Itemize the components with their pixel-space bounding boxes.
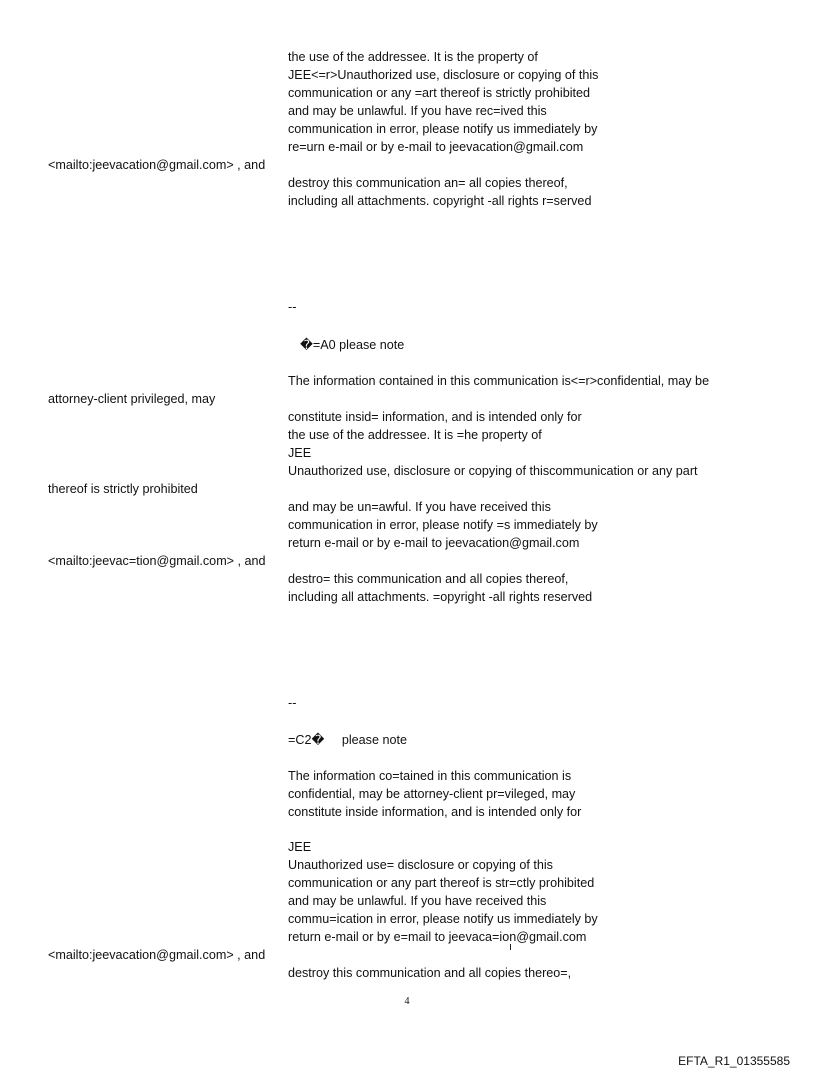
mailto-text: <mailto:jeevac=tion@gmail.com> , and xyxy=(48,554,266,568)
text-line: return e-mail or by e=mail to jeevaca=ion@gmail.com xyxy=(288,930,587,944)
text-line: including all attachments. copyright -all rights r=served xyxy=(288,194,592,208)
text-line: The information co=tained in this communication is xyxy=(288,769,572,783)
text-line: destro= this communication and all copies thereof, xyxy=(288,572,569,586)
separator-text: -- xyxy=(288,696,297,710)
footer-id: EFTA_R1_01355585 xyxy=(678,1054,790,1068)
stray-mark xyxy=(510,944,511,950)
text-line: and may be unlawful. If you have rec=ived this xyxy=(288,104,547,118)
separator-text: -- xyxy=(288,300,297,314)
text-line: JEE xyxy=(288,446,312,460)
text-line: return e-mail or by e-mail to jeevacation@gmail.com xyxy=(288,536,580,550)
text-line: Unauthorized use, disclosure or copying of thiscommunication or any part xyxy=(288,464,698,478)
text-line: constitute inside information, and is intended only for xyxy=(288,805,582,819)
text-line: The information contained in this communication is<=r>confidential, may be xyxy=(288,374,710,388)
mailto-text: <mailto:jeevacation@gmail.com> , and xyxy=(48,158,266,172)
text-line: communication in error, please notify =s immediately by xyxy=(288,518,598,532)
text-line: constitute insid= information, and is intended only for xyxy=(288,410,582,424)
text-line: destroy this communication an= all copies thereof, xyxy=(288,176,568,190)
text-line: the use of the addressee. It is =he property of xyxy=(288,428,542,442)
please-note-text: �=A0 please note xyxy=(300,338,405,352)
side-text: thereof is strictly prohibited xyxy=(48,482,198,496)
text-line: the use of the addressee. It is the property of xyxy=(288,50,538,64)
text-line: JEE xyxy=(288,840,312,854)
text-line: commu=ication in error, please notify us immediately by xyxy=(288,912,598,926)
text-line: communication or any part thereof is str=ctly prohibited xyxy=(288,876,595,890)
text-line: and may be unlawful. If you have received this xyxy=(288,894,547,908)
please-note-text: =C2� please note xyxy=(288,733,407,747)
mailto-text: <mailto:jeevacation@gmail.com> , and xyxy=(48,948,266,962)
text-line: communication in error, please notify us immediately by xyxy=(288,122,598,136)
text-line: confidential, may be attorney-client pr=vileged, may xyxy=(288,787,576,801)
side-text: attorney-client privileged, may xyxy=(48,392,216,406)
text-line: re=urn e-mail or by e-mail to jeevacation@gmail.com xyxy=(288,140,584,154)
text-line: destroy this communication and all copies thereo=, xyxy=(288,966,572,980)
text-line: including all attachments. =opyright -all rights reserved xyxy=(288,590,593,604)
text-line: Unauthorized use= disclosure or copying of this xyxy=(288,858,553,872)
text-line: and may be un=awful. If you have received this xyxy=(288,500,551,514)
text-line: JEE<=r>Unauthorized use, disclosure or copying of this xyxy=(288,68,599,82)
text-line: communication or any =art thereof is strictly prohibited xyxy=(288,86,591,100)
page-number: 4 xyxy=(404,996,410,1007)
